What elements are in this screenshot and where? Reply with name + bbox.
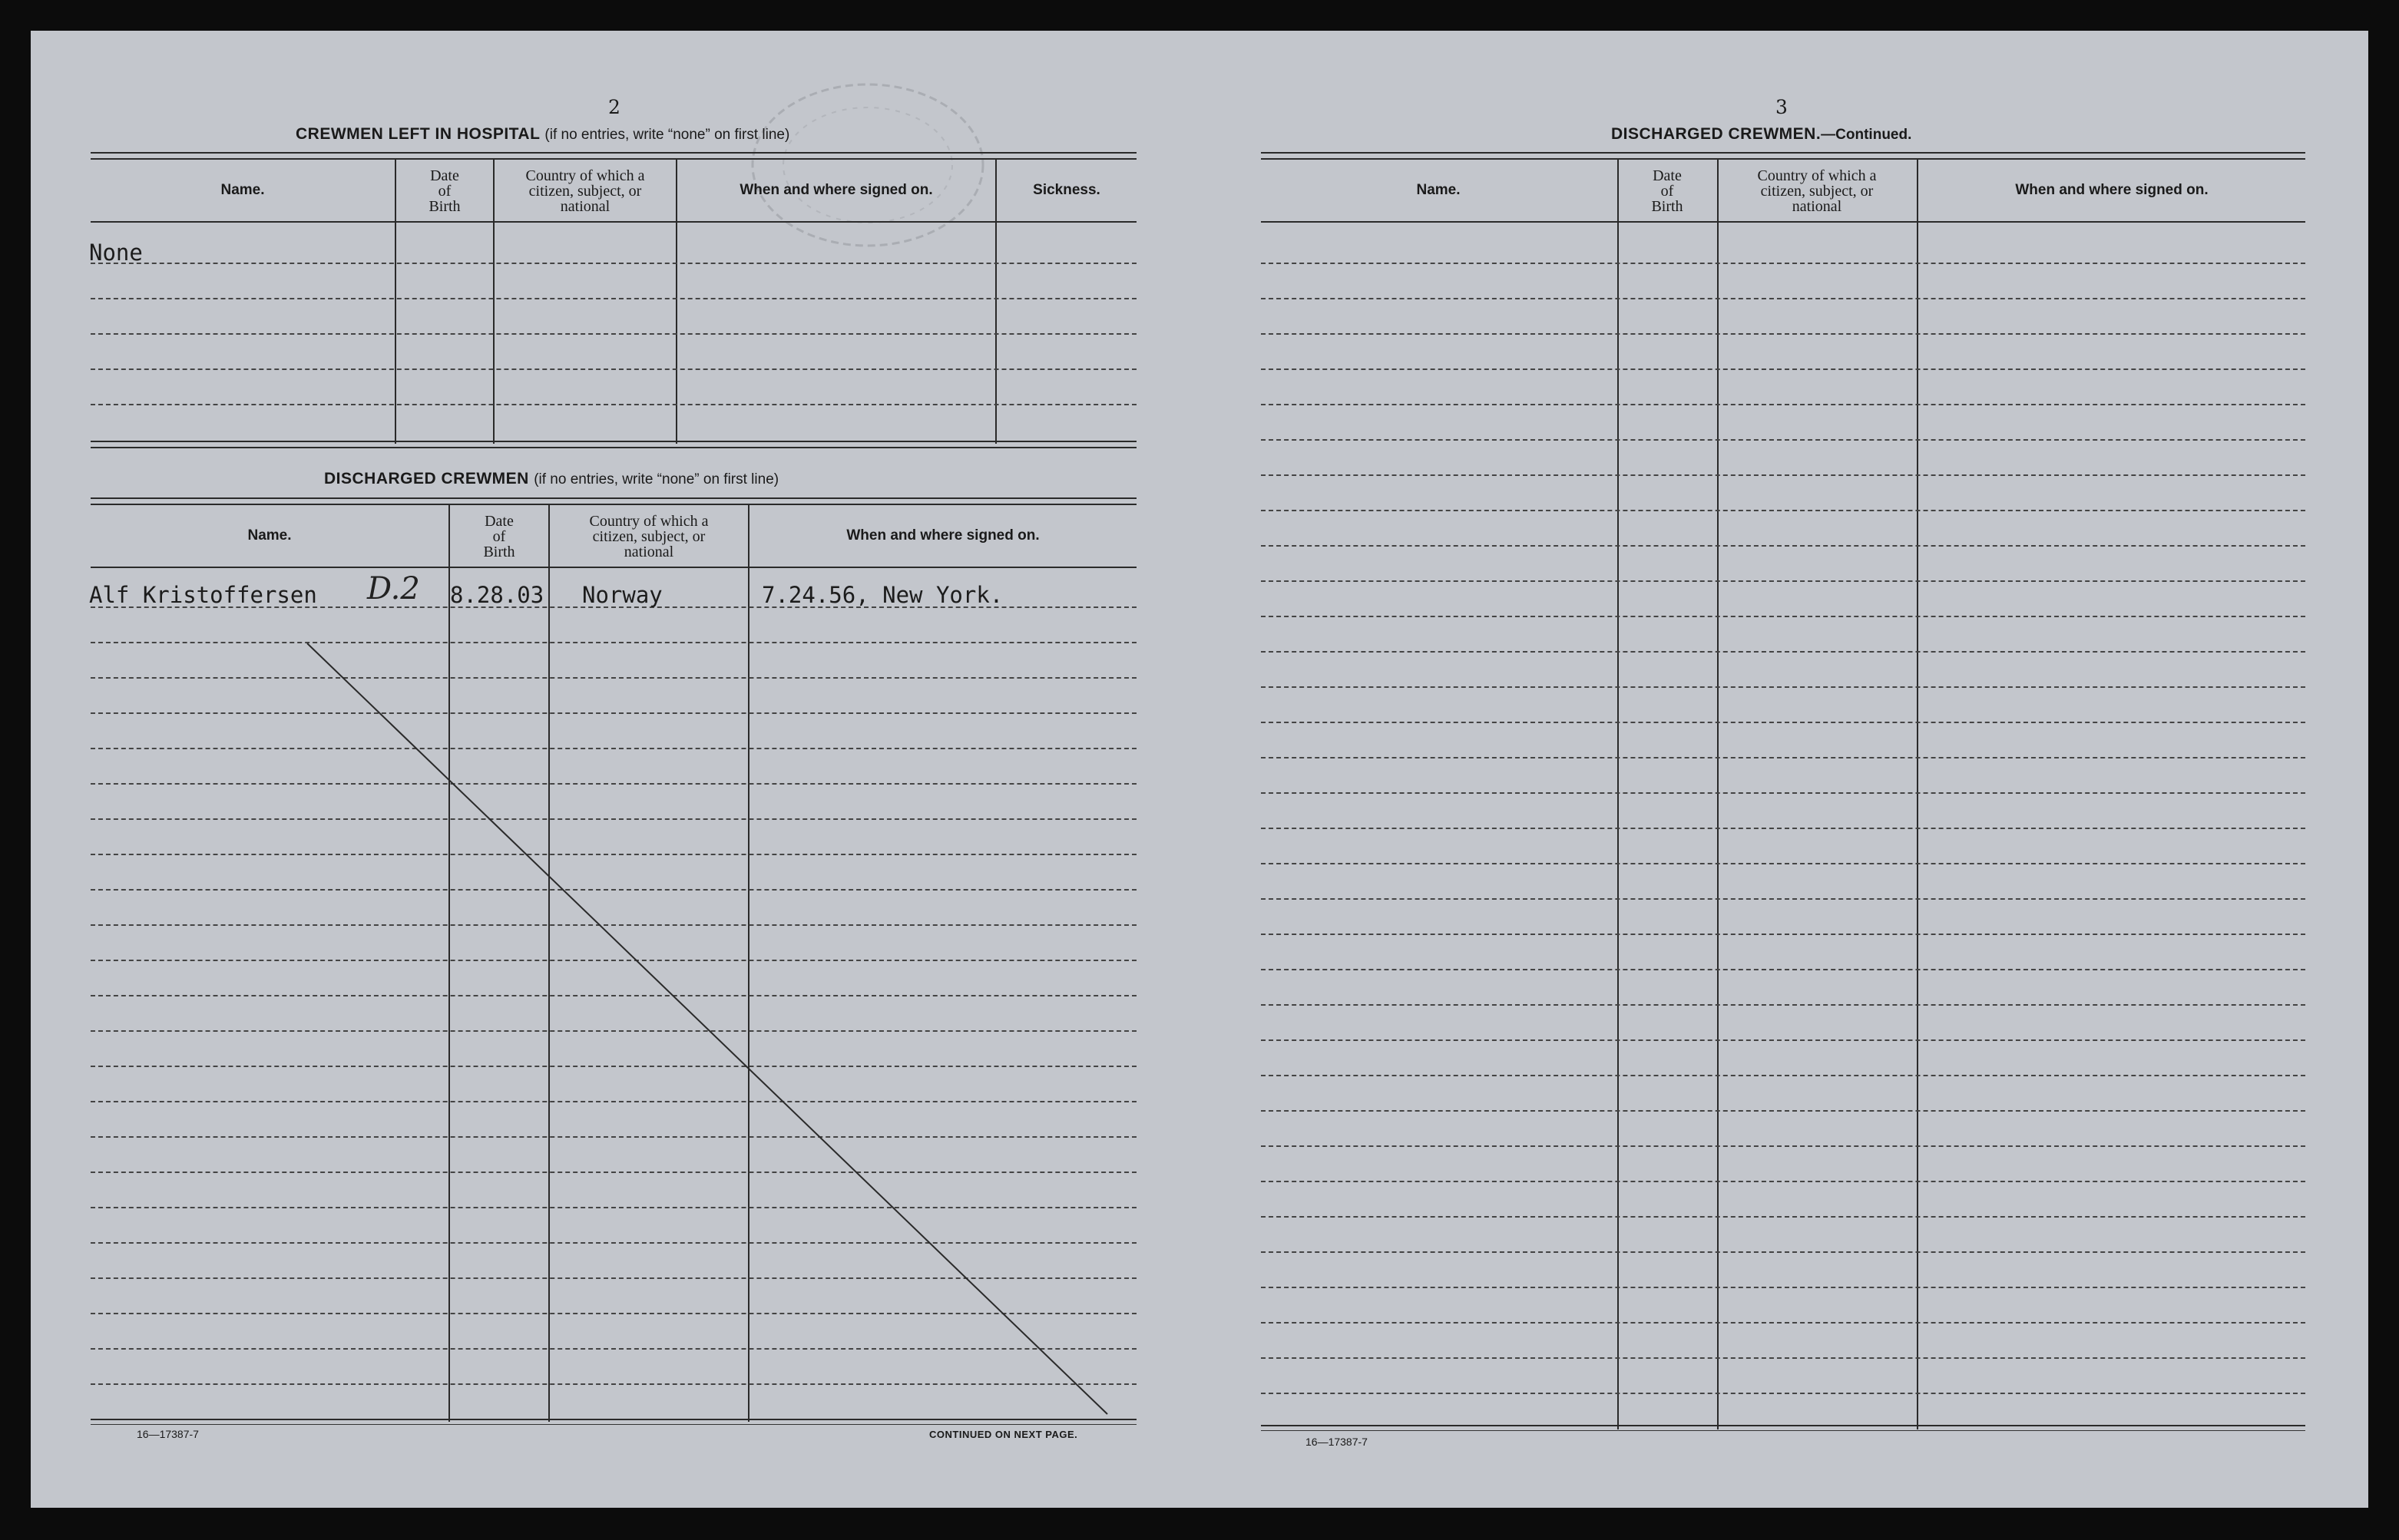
ruled-line bbox=[1261, 969, 2305, 970]
ruled-line bbox=[1261, 298, 2305, 299]
ruled-line bbox=[1261, 1075, 2305, 1076]
ruled-line bbox=[1261, 580, 2305, 582]
hospital-country-header: Country of which a citizen, subject, or national bbox=[525, 167, 645, 215]
ruled-line bbox=[1261, 333, 2305, 335]
ruled-line bbox=[1261, 1251, 2305, 1253]
ruled-line bbox=[1261, 757, 2305, 758]
ruled-line bbox=[1261, 898, 2305, 900]
ruled-line bbox=[1261, 1357, 2305, 1359]
right-section-title: DISCHARGED CREWMEN.—Continued. bbox=[1611, 125, 1912, 143]
ruled-line bbox=[1261, 1181, 2305, 1182]
ruled-line bbox=[1261, 1322, 2305, 1324]
ruled-line bbox=[1261, 1145, 2305, 1147]
form-number-right: 16—17387-7 bbox=[1305, 1436, 1368, 1448]
right-name-header: Name. bbox=[1416, 182, 1461, 198]
ruled-line bbox=[1261, 1216, 2305, 1218]
discharged-section-title: DISCHARGED CREWMEN (if no entries, write “none” on first line) bbox=[324, 470, 779, 487]
ruled-line bbox=[1261, 1110, 2305, 1112]
right-dob-header: Date of Birth bbox=[1651, 167, 1683, 215]
ruled-line bbox=[1261, 828, 2305, 829]
ruled-line bbox=[1261, 510, 2305, 511]
ruled-line bbox=[1261, 474, 2305, 476]
page-number: 2 bbox=[608, 96, 620, 118]
discharged-entry-annotation: D.2 bbox=[367, 571, 420, 606]
hospital-name-header: Name. bbox=[220, 182, 265, 198]
discharged-name-header: Name. bbox=[247, 527, 292, 544]
ruled-line bbox=[1261, 1039, 2305, 1041]
right-signed-on-header: When and where signed on. bbox=[2015, 182, 2209, 198]
ruled-line bbox=[1261, 1004, 2305, 1006]
discharged-entry-name: Alf Kristoffersen bbox=[89, 582, 317, 608]
form-number-left: 16—17387-7 bbox=[137, 1428, 199, 1440]
discharged-entry-country: Norway bbox=[582, 582, 663, 608]
hospital-sickness-header: Sickness. bbox=[1033, 182, 1100, 198]
ruled-line bbox=[1261, 722, 2305, 723]
hospital-dob-header: Date of Birth bbox=[429, 167, 461, 215]
ruled-line bbox=[1261, 686, 2305, 688]
discharged-country-header: Country of which a citizen, subject, or national bbox=[589, 513, 709, 560]
ruled-line bbox=[1261, 934, 2305, 935]
ruled-line bbox=[1261, 792, 2305, 794]
ruled-line bbox=[1261, 1393, 2305, 1394]
ruled-line bbox=[1261, 1287, 2305, 1288]
hospital-signed-on-header: When and where signed on. bbox=[740, 182, 933, 198]
ruled-line bbox=[1261, 404, 2305, 405]
discharged-entry-signed-on: 7.24.56, New York. bbox=[762, 582, 1004, 608]
page-number: 3 bbox=[1775, 96, 1788, 118]
ruled-line bbox=[1261, 863, 2305, 864]
ruled-line bbox=[1261, 651, 2305, 653]
discharged-dob-header: Date of Birth bbox=[483, 513, 515, 560]
discharged-entry-dob: 8.28.03 bbox=[450, 582, 544, 608]
ruled-line bbox=[1261, 545, 2305, 547]
ruled-line bbox=[1261, 368, 2305, 370]
hospital-entry-name: None bbox=[89, 240, 143, 266]
hospital-section-title: CREWMEN LEFT IN HOSPITAL (if no entries, write “none” on first line) bbox=[296, 125, 790, 143]
ruled-line bbox=[1261, 439, 2305, 441]
right-country-header: Country of which a citizen, subject, or national bbox=[1757, 167, 1877, 215]
ruled-line bbox=[1261, 263, 2305, 264]
ruled-line bbox=[1261, 616, 2305, 617]
discharged-signed-on-header: When and where signed on. bbox=[846, 527, 1040, 544]
continued-note: CONTINUED ON NEXT PAGE. bbox=[929, 1429, 1078, 1440]
